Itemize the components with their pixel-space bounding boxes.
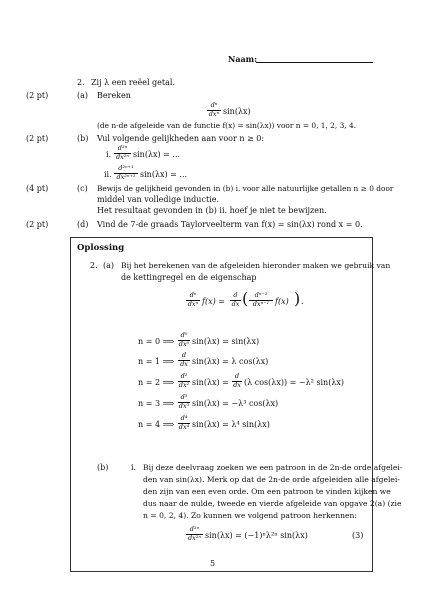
deriv-n1-label: n = 1 ⟹ (138, 357, 175, 366)
deriv-n4-fraction: d⁴ dx⁴ (178, 414, 190, 431)
part-a-note: (de n-de afgeleide van de functie f(x) = sin(λx)) voor n = 0, 1, 2, 3, 4. (97, 121, 357, 130)
part-a-label: (a) (77, 91, 89, 100)
part-b-i-label: i. (106, 150, 112, 159)
part-b-i-expression: sin(λx) = ... (133, 150, 181, 159)
deriv-n1-rest: sin(λx) = λ cos(λx) (192, 357, 269, 366)
part-b-text: Vul volgende gelijkheden aan voor n ≥ 0: (97, 134, 265, 143)
part-a-derivative-fraction: dⁿ dxⁿ (208, 101, 220, 118)
solution-a-text1: Bij het berekenen van de afgeleiden hieronder maken we gebruik van (121, 261, 391, 270)
solution-b-line-2: den van sin(λx). Merk op dat de 2n-de orde afgeleiden alle afgelei- (143, 475, 400, 484)
solution-a-text2: de kettingregel en de eigenschap (121, 273, 257, 282)
deriv-n2-extra-fraction: d dx (233, 372, 241, 389)
question-number: 2. (77, 78, 85, 87)
solution-b-i-label: i. (131, 463, 137, 472)
solution-a-label: (a) (103, 261, 115, 270)
name-label: Naam: (228, 54, 258, 64)
chain-inner-rest: f(x) (275, 297, 289, 306)
solution-b-label: (b) (97, 463, 109, 472)
part-d-points: (2 pt) (26, 220, 49, 229)
question-intro: Zij λ een reëel getal. (91, 78, 175, 87)
part-d-label: (d) (77, 220, 89, 229)
part-a-function: sin(λx) (223, 107, 251, 116)
part-d-text: Vind de 7-de graads Taylorveelterm van f(x) = sin(λx) rond x = 0. (97, 220, 363, 229)
deriv-n0-label: n = 0 ⟹ (138, 337, 175, 346)
part-b-ii-label: ii. (104, 170, 112, 179)
part-c-text2: middel van volledige inductie. (97, 195, 219, 204)
deriv-n2-fraction: d² dx² (178, 372, 190, 389)
solution-b-line-5: n = 0, 2, 4). Zo kunnen we volgend patroon herkennen: (143, 511, 357, 520)
chain-lhs-rest: f(x) = (202, 297, 225, 306)
solution-b-eq-rest: sin(λx) = (−1)ⁿλ²ⁿ sin(λx) (205, 531, 308, 540)
part-c-points: (4 pt) (26, 184, 49, 193)
deriv-n4-rest: sin(λx) = λ⁴ sin(λx) (192, 420, 270, 429)
name-line (256, 62, 373, 63)
chain-end: . (301, 297, 304, 306)
part-b-ii-fraction: d²ⁿ⁺¹ dx²ⁿ⁺¹ (114, 165, 138, 181)
part-c-text3: Het resultaat gevonden in (b) ii. hoef je niet te bewijzen. (97, 206, 327, 215)
deriv-n4-label: n = 4 ⟹ (138, 420, 175, 429)
solution-b-line-1: Bij deze deelvraag zoeken we een patroon in de 2n-de orde afgelei- (143, 463, 403, 472)
solution-b-eq-tag: (3) (352, 531, 364, 540)
page-number: 5 (210, 559, 216, 568)
deriv-n3-fraction: d³ dx³ (178, 393, 190, 410)
deriv-n3-rest: sin(λx) = −λ³ cos(λx) (192, 399, 279, 408)
part-b-ii-expression: sin(λx) = ... (140, 170, 188, 179)
part-a-points: (2 pt) (26, 91, 49, 100)
part-b-i-fraction: d²ⁿ dx²ⁿ (115, 144, 130, 161)
deriv-n2-label: n = 2 ⟹ (138, 378, 175, 387)
chain-inner-fraction: dⁿ⁻¹ dxⁿ⁻¹ (249, 292, 273, 308)
part-a-text: Bereken (97, 91, 131, 100)
chain-d-fraction: d dx (231, 291, 240, 308)
part-c-label: (c) (77, 184, 88, 193)
deriv-n0-rest: sin(λx) = sin(λx) (192, 337, 260, 346)
part-c-text: Bewijs de gelijkheid gevonden in (b) i. voor alle natuurlijke getallen n ≥ 0 door (97, 184, 394, 193)
solution-b-line-3: den zijn van een even orde. Om een patroon te vinden kijken we (143, 487, 391, 496)
chain-open-paren: ( (242, 289, 249, 308)
deriv-n0-fraction: d⁰ dx⁰ (178, 331, 190, 348)
deriv-n1-fraction: d dx (178, 352, 190, 368)
solution-b-line-4: dus naar de nulde, tweede en vierde afgeleide van opgave 2(a) (zie (143, 499, 402, 508)
solution-title: Oplossing (77, 243, 125, 253)
deriv-n3-label: n = 3 ⟹ (138, 399, 175, 408)
deriv-n2-rest: sin(λx) = (192, 378, 229, 387)
solution-b-eq-fraction: d²ⁿ dx²ⁿ (187, 525, 202, 542)
chain-close-paren: ) (294, 289, 301, 308)
part-b-points: (2 pt) (26, 134, 49, 143)
solution-number: 2. (90, 261, 98, 270)
chain-lhs-fraction: dⁿ dxⁿ (187, 291, 199, 308)
part-b-label: (b) (77, 134, 89, 143)
deriv-n2-extra-rest: (λ cos(λx)) = −λ² sin(λx) (244, 378, 345, 387)
